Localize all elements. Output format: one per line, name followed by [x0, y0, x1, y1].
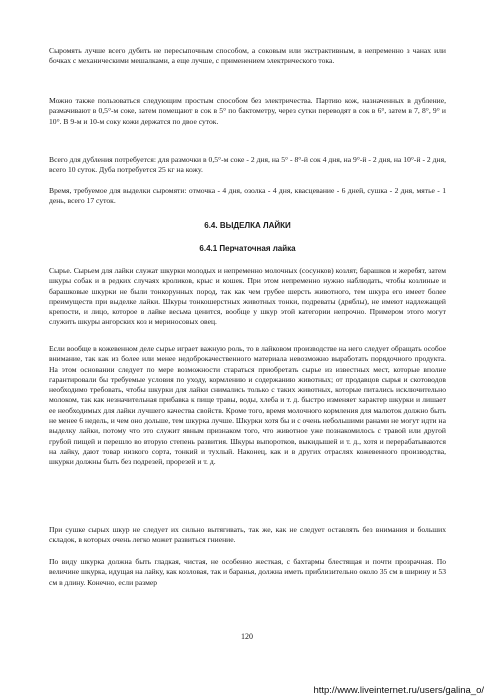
paragraph-processing-time: Время, требуемое для выделки сыромяти: отмочка - 4 дня, озолка - 4 дня, квасцевание - 6 дней, сушка - 2 дня, мятье - 1 день, всего 17 суток.	[49, 186, 446, 206]
paragraph-drying: При сушке сырых шкур не следует их сильно вытягивать, так же, как не следует оставлять без внимания и больших складок, в которых очень легко может развиться гниение.	[49, 525, 446, 545]
subsection-title: 6.4.1 Перчаточная лайка	[199, 244, 296, 253]
paragraph-simple-method: Можно также пользоваться следующим простым способом без электричества. Партию кож, назначенных в дубление, размачивают в 0,5°-м соке, затем помещают в сок в 5° по бактометру, через сутки переводят в сок в 6°, затем в 7, 8°, 9° и 10°. В 9-м и 10-м соку кожи держатся по двое суток.	[49, 96, 446, 126]
watermark-url: http://www.liveinternet.ru/users/galina_o/	[313, 685, 484, 696]
paragraph-raw-material: Сырье. Сырьем для лайки служат шкурки молодых и непременно молочных (сосунков) козлят, барашков и жеребят, затем шкуры собак и в редких случаях кроликов, крыс и кошек. При этом непременно нужно наблюдать, чтобы козлиные и барашковые шкурки не были тонкорунных пород, так как чем грубее шерсть животного, тем шкура его имеет более преимуществ при выделке лайки. Шкуры тонкошерстных животных тонки, подреваты (дряблы), не имеют надлежащей крепости, и лицо, которое в лайке весьма ценится, вообще у шкур этой категории непрочно. Примером этого могут служить шкуры ангорских коз и мериносовых овец.	[49, 266, 446, 327]
section-title: 6.4. ВЫДЕЛКА ЛАЙКИ	[204, 221, 291, 230]
paragraph-tanning-total: Всего для дубления потребуется: для размочки в 0,5°-м соке - 2 дня, на 5° - 8°-й сок 4 дня, на 9°-й - 2 дня, на 10°-й - 2 дня, всего 10 суток. Дуба потребуется 25 кг на кожу.	[49, 155, 446, 175]
page-number: 120	[241, 632, 253, 641]
paragraph-skin-appearance: По виду шкурка должна быть гладкая, чистая, не особенно жесткая, с бахтармы блестящая и почти прозрачная. По величине шкурка, идущая на лайку, как козловая, так и баранья, должна иметь приблизительно около 35 см в ширину и 53 см в длину. Конечно, если размер	[49, 557, 446, 587]
paragraph-raw-material-importance: Если вообще в кожевенном деле сырье играет важную роль, то в лайковом производстве на него следует обращать особое внимание, так как из более или менее недоброкачественного материала невозможно выработать порядочного продукта. На этом основании следует по мере возможности стараться приобретать сырье из известных мест, которые вполне гарантировали бы требуемые условия по уходу, кормлению и содержанию животных; от продавцов сырья и скотоводов необходимо требовать, чтобы шкурки для лайки снимались только с таких животных, которые питались исключительно молоком, так как незначительная прибавка к пище травы, воды, хлеба и т. д. быстро изменяет характер шкурки и лишает ее необходимых для лайки лучшего качества свойств. Кроме того, время молочного кормления для малюток должно быть не менее 6 недель, и чем оно дольше, тем шкурка лучше. Шкурки хотя бы и с очень небольшими ранами не могут идти на выделку лайки, потому что это служит явным признаком того, что животное уже познакомилось с травой или другой грубой пищей и перешло во вторую степень развития. Шкуры выпоротков, выкидышей и т. д., хотя и перерабатываются на лайку, дают товар низкого сорта, тонкий и тухлый. Наконец, как и в других отраслях кожевенного производства, шкурки должны быть без подрезей, прорезей и т. д.	[49, 344, 446, 467]
paragraph-syromyat-tanning: Сыромять лучше всего дубить не пересыпочным способом, а соковым или экстрактивным, в непременно з чанах или бочках с механическими мешалками, а еще лучше, с применением электрического тока.	[49, 46, 446, 66]
